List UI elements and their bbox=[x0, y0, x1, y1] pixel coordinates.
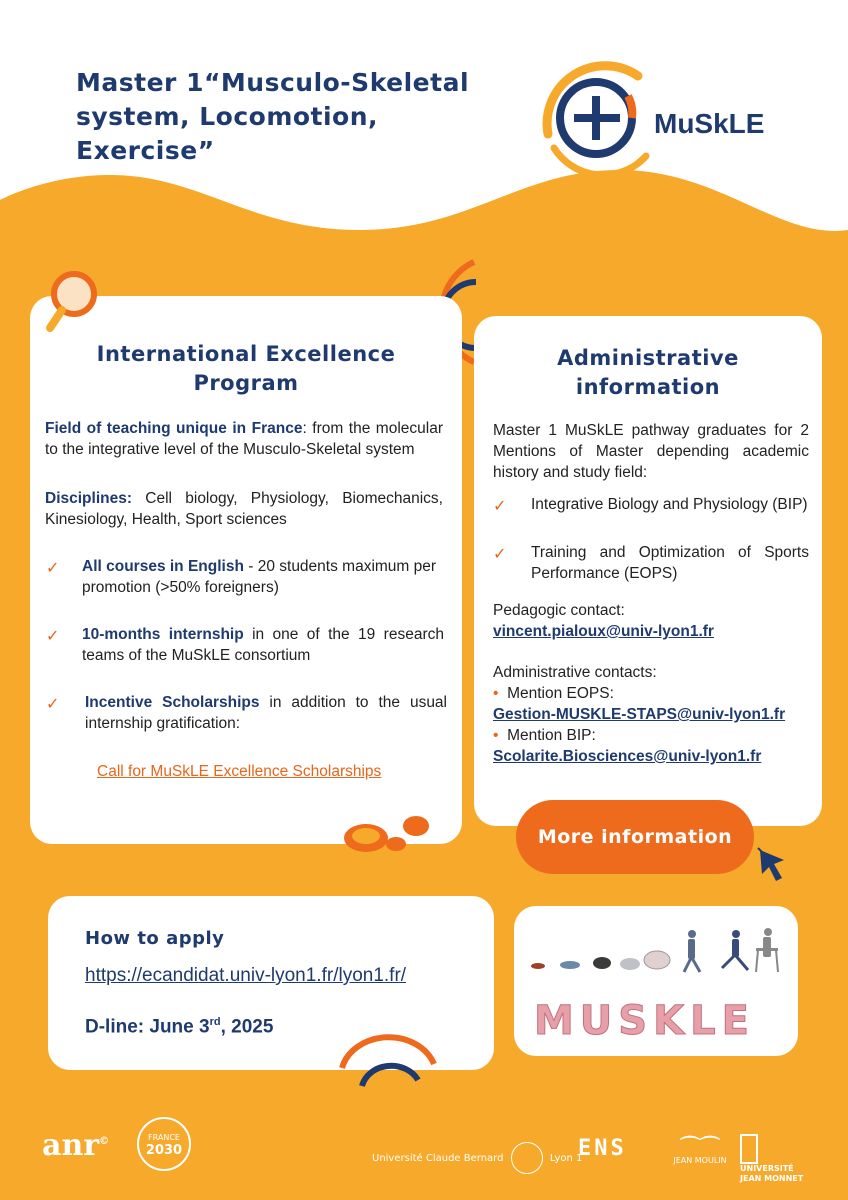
ucbl-emblem-icon bbox=[511, 1142, 543, 1174]
field-bold: Field of teaching unique in France bbox=[45, 420, 303, 437]
field-text: : from the molecular to the integrative level of the Musculo-Skeletal system bbox=[45, 420, 444, 458]
ens-logo: ENS bbox=[578, 1136, 627, 1161]
jean-monnet-emblem-icon bbox=[740, 1134, 758, 1164]
france-2030-top: FRANCE bbox=[148, 1133, 180, 1142]
field-paragraph bbox=[45, 418, 443, 460]
deadline-year: , 2025 bbox=[220, 1016, 274, 1038]
list-item-text: - 20 students maximum per promotion (>50% foreigners) bbox=[82, 558, 437, 596]
admin-intro: Master 1 MuSkLE pathway graduates for 2 Mentions of Master depending academic history and study field: bbox=[493, 422, 809, 481]
list-item-text: in one of the 19 research teams of the MuSkLE consortium bbox=[82, 626, 444, 664]
scholarship-link[interactable] bbox=[97, 761, 381, 782]
list-item-text: in addition to the usual internship gratification: bbox=[85, 694, 448, 732]
jean-moulin-text: JEAN MOULIN bbox=[673, 1156, 727, 1165]
decorative-arc bbox=[334, 1024, 444, 1114]
admin-contacts-label: Administrative contacts: bbox=[493, 664, 657, 681]
france-2030-logo bbox=[134, 1114, 194, 1174]
coins-icon bbox=[338, 806, 438, 866]
bullet-icon: • bbox=[493, 685, 499, 702]
anr-logo-text: anr bbox=[42, 1128, 100, 1163]
bip-label: Mention BIP: bbox=[507, 727, 596, 744]
eops-row bbox=[493, 683, 614, 704]
bip-email-link[interactable]: Scolarite.Biosciences@univ-lyon1.fr bbox=[493, 748, 762, 765]
disciplines-text: Cell biology, Physiology, Biomechanics, Kinesiology, Health, Sport sciences bbox=[45, 490, 443, 528]
anr-logo-mark: © bbox=[99, 1136, 110, 1147]
jean-monnet-text: UNIVERSITÉ JEAN MONNET bbox=[740, 1164, 804, 1183]
ucbl-campus: Lyon 1 bbox=[549, 1153, 583, 1164]
pedagogic-email-link[interactable]: vincent.pialoux@univ-lyon1.fr bbox=[493, 623, 714, 640]
scholarship-link-text[interactable]: Call for MuSkLE Excellence Scholarships bbox=[97, 763, 382, 780]
check-icon: ✓ bbox=[46, 694, 60, 713]
evolution-illustration bbox=[514, 906, 798, 1056]
check-icon: ✓ bbox=[493, 496, 507, 515]
ucbl-logo bbox=[372, 1142, 582, 1174]
bip-email[interactable] bbox=[493, 746, 761, 767]
bip-row bbox=[493, 725, 596, 746]
logo-text: MuSkLE bbox=[654, 108, 765, 139]
eops-email-link[interactable]: Gestion-MUSKLE-STAPS@univ-lyon1.fr bbox=[493, 706, 786, 723]
program-card bbox=[30, 296, 462, 844]
apply-url-link[interactable]: https://ecandidat.univ-lyon1.fr/lyon1.fr/ bbox=[85, 965, 407, 986]
admin-card bbox=[474, 316, 822, 826]
evolution-illustration-card bbox=[514, 906, 798, 1056]
check-icon: ✓ bbox=[493, 544, 507, 563]
apply-heading: How to apply bbox=[85, 928, 225, 949]
admin-title: Administrative information bbox=[557, 346, 739, 399]
list-item bbox=[82, 624, 444, 666]
check-icon: ✓ bbox=[46, 626, 60, 645]
mention-item: Training and Optimization of Sports Performance (EOPS) bbox=[531, 544, 809, 582]
jean-moulin-logo bbox=[670, 1136, 730, 1165]
anr-logo bbox=[42, 1128, 109, 1163]
deadline-sup: rd bbox=[209, 1016, 221, 1028]
jean-moulin-emblem-icon: ⌒⌒ bbox=[680, 1134, 720, 1158]
check-icon: ✓ bbox=[46, 558, 60, 577]
more-information-button[interactable]: More information bbox=[516, 800, 754, 874]
page-title: Master 1“Musculo-Skeletal system, Locomotion, Exercise” bbox=[76, 68, 470, 165]
list-item-bold: All courses in English bbox=[82, 558, 244, 575]
disciplines-bold: Disciplines: bbox=[45, 490, 132, 507]
illustration-letters: MUSKLE bbox=[534, 998, 755, 1044]
bullet-icon: • bbox=[493, 727, 499, 744]
program-title: International Excellence Program bbox=[96, 342, 396, 395]
france-2030-year: 2030 bbox=[145, 1143, 183, 1158]
list-item-bold: 10-months internship bbox=[82, 626, 244, 643]
list-item bbox=[82, 556, 444, 598]
mention-item: Integrative Biology and Physiology (BIP) bbox=[531, 496, 808, 513]
pedagogic-label: Pedagogic contact: bbox=[493, 602, 625, 619]
deadline bbox=[85, 1016, 273, 1038]
eops-label: Mention EOPS: bbox=[507, 685, 614, 702]
ucbl-name: Université Claude Bernard bbox=[372, 1153, 504, 1164]
pedagogic-email[interactable] bbox=[493, 621, 714, 642]
list-item bbox=[85, 692, 447, 734]
disciplines-paragraph bbox=[45, 488, 443, 530]
eops-email[interactable] bbox=[493, 704, 785, 725]
list-item-bold: Incentive Scholarships bbox=[85, 694, 260, 711]
magnifier-icon bbox=[40, 268, 102, 336]
cursor-icon bbox=[756, 846, 790, 886]
deadline-text: D-line: June 3 bbox=[85, 1016, 210, 1038]
jean-monnet-logo bbox=[740, 1134, 810, 1184]
